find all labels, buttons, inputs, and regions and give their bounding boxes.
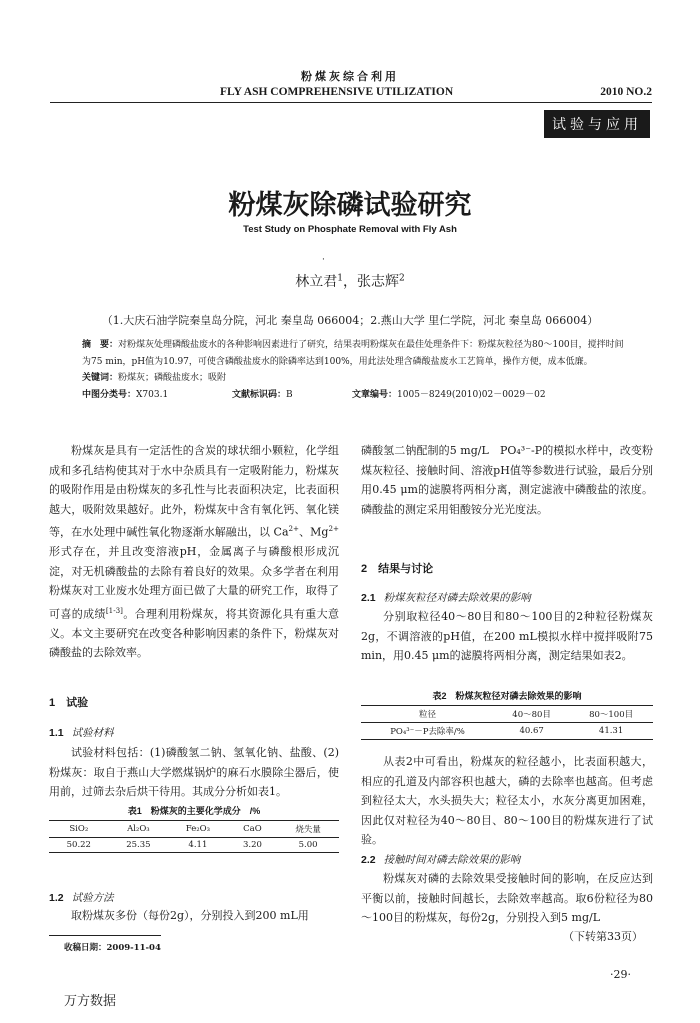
section-2-2-heading	[361, 852, 520, 867]
table-2	[361, 705, 653, 740]
section-2-2-number: 2.2	[361, 854, 376, 866]
table-1-cell: 50.22	[49, 838, 109, 853]
section-2-1-number: 2.1	[361, 592, 376, 604]
table-1-cell: 3.20	[228, 838, 278, 853]
table-1	[49, 820, 339, 853]
section-2-2-paragraph: 粉煤灰对磷的去除效果受接触时间的影响，在反应达到平衡以前，接触时间越长，去除效率越高。取6份粒径为80～100目的粉煤灰，每份2g，分别投入到5 mg/L	[361, 872, 653, 924]
section-2-1-heading	[361, 590, 531, 605]
intro-text-c: 形式存在，并且改变溶液pH，金属离子与磷酸根形成沉淀，对无机磷酸盐的去除有着良好的效果。众多学者在利用粉煤灰对工业废水处理方面已做了大量的研究工作，取得了可喜的成绩	[49, 545, 339, 621]
abstract-label: 摘 要：	[82, 340, 119, 350]
intro-reference: [1-3]	[105, 605, 123, 615]
section-2-1-title: 粉煤灰粒径对磷去除效果的影响	[383, 592, 531, 604]
method-paragraph: 取粉煤灰多份（每份2g），分别投入到200 mL用	[71, 909, 309, 922]
keywords-text: 粉煤灰；磷酸盐废水；吸附	[118, 373, 227, 383]
abstract-text: 对粉煤灰处理磷酸盐废水的各种影响因素进行了研究，结果表明粉煤灰在最佳处理条件下：粉煤灰粒径为80～100目，搅拌时间为75 min，pH值为10.97，可使含磷酸盐废水的除磷率达到100%，用此法处理含磷酸盐废水工艺简单，操作方便，成本低廉。	[82, 340, 624, 367]
table-2-caption: 表2 粉煤灰粒径对磷去除效果的影响	[432, 691, 582, 701]
table-1-header: Al₂O₃	[109, 821, 169, 838]
footnote-rule	[49, 935, 161, 936]
clc-value: X703.1	[136, 389, 169, 400]
header-rule	[50, 102, 652, 103]
article-no-label: 文章编号：	[352, 389, 398, 400]
classification-line	[82, 387, 626, 404]
continued-note: （下转第33页）	[563, 930, 643, 943]
received-date: 收稿日期：2009-11-04	[64, 943, 161, 953]
right-column-top	[361, 441, 653, 519]
table-2-header: 粒径	[361, 706, 494, 723]
intro-paragraph	[49, 441, 339, 663]
journal-title-en: FLY ASH COMPREHENSIVE UTILIZATION	[220, 86, 454, 98]
clc-label: 中图分类号：	[82, 389, 137, 400]
table-2-header: 40～80目	[494, 706, 569, 723]
section-2-1-paragraph: 分别取粒径40～80目和80～100目的2种粒径粉煤灰2g，不调溶液的pH值，在200 mL模拟水样中搅拌吸附75 min，用0.45 μm的滤膜将两相分离，测定结果如表2。	[361, 610, 653, 662]
table-1-caption: 表1 粉煤灰的主要化学成分 /%	[127, 806, 261, 816]
article-title: 粉煤灰除磷试验研究	[228, 190, 472, 221]
table-1-header: SiO₂	[49, 821, 109, 838]
keywords-label: 关键词：	[82, 373, 119, 383]
article-no-value: 1005－8249(2010)02－0029－02	[397, 389, 546, 400]
materials-paragraph-wrap	[49, 743, 339, 802]
section-tag: 试验与应用	[544, 110, 650, 138]
intro-text-d: 。合理利用粉煤灰，将其资源化具有重大意义。本文主要研究在改变各种影响因素的条件下，粉煤灰对磷酸盐的去除效率。	[49, 607, 339, 660]
section-2-2-title: 接触时间对磷去除效果的影响	[383, 854, 521, 866]
journal-title-cn: 粉煤灰综合利用	[301, 70, 399, 83]
doc-code-label: 文献标识码：	[232, 389, 287, 400]
section-2-heading: 2 结果与讨论	[361, 563, 434, 575]
method-paragraph-wrap	[49, 906, 339, 926]
abstract-block	[82, 337, 626, 403]
method-continuation: 磷酸氢二钠配制的5 mg/L PO₄³⁻-P的模拟水样中，改变粉煤灰粒径、接触时间、溶液pH值等参数进行试验，最后分别用0.45 μm的滤膜将两相分离，测定滤液中磷酸盐的浓度。磷酸盐的测定采用钼酸铵分光光度法。	[361, 444, 653, 516]
table-1-header: 烧失量	[277, 821, 339, 838]
intro-text-a: 粉煤灰是具有一定活性的含炭的球状细小颗粒，化学组成和多孔结构使其对于水中杂质具有一定吸附能力，粉煤灰的吸附作用是由粉煤灰的多孔性与比表面积决定，比表面积越大，吸附效果越好。此外，粉煤灰中含有氧化钙、氧化镁等，在水处理中碱性氧化物逐渐水解融出，以 Ca	[49, 444, 339, 539]
author-1: 林立君	[295, 274, 338, 290]
after-table-2-paragraph: 从表2中可看出，粉煤灰的粒径越小，比表面积越大，相应的孔道及内部容积也越大，磷的去除率也越高。但考虑到粒径太大，水头损失大；粒径太小，水灰分离更加困难，因此仅对粒径为40～80目、80～100目的粉煤灰进行了试验。	[361, 755, 653, 846]
doc-code-value: B	[286, 389, 293, 400]
section-1-1-number: 1.1	[49, 727, 64, 739]
table-2-row	[361, 723, 653, 740]
watermark: 万方数据	[64, 993, 117, 1008]
table-1-row	[49, 838, 339, 853]
table-2-cell: 40.67	[494, 723, 569, 740]
section-1-1-title: 试验材料	[71, 727, 114, 739]
section-1-2-number: 1.2	[49, 892, 64, 904]
affiliation: （1.大庆石油学院秦皇岛分院，河北 秦皇岛 066004；2.燕山大学 里仁学院，河北 秦皇岛 066004）	[101, 314, 599, 327]
article-subtitle: Test Study on Phosphate Removal with Fly Ash	[243, 224, 457, 235]
table-2-cell: 41.31	[569, 723, 653, 740]
section-1-2-title: 试验方法	[71, 892, 114, 904]
p22-wrap	[361, 869, 653, 928]
table-1-header-row	[49, 821, 339, 838]
table-1-cell: 5.00	[277, 838, 339, 853]
page-number: ·29·	[610, 968, 631, 981]
author-2: 张志辉	[357, 274, 399, 290]
after-table-2-wrap	[361, 752, 653, 850]
table-2-row-label: PO₄³⁻－P去除率/%	[361, 723, 494, 740]
title-dot: ·	[322, 255, 325, 265]
table-2-header-row	[361, 706, 653, 723]
author-line: 林立君$^1$，张志辉$^2$	[295, 273, 405, 290]
section-1-1-heading	[49, 725, 114, 740]
intro-text-b: 、Mg	[299, 525, 329, 539]
abstract	[82, 337, 626, 370]
section-1-heading: 1 试验	[49, 697, 89, 709]
table-1-header: Fe₂O₃	[168, 821, 227, 838]
table-2-header: 80～100目	[569, 706, 653, 723]
mg-charge: 2+	[328, 524, 339, 533]
table-1-cell: 4.11	[168, 838, 227, 853]
section-1-2-heading	[49, 890, 114, 905]
ca-charge: 2+	[288, 524, 300, 533]
issue-number: 2010 NO.2	[600, 86, 652, 98]
table-1-cell: 25.35	[109, 838, 169, 853]
p21-wrap	[361, 607, 653, 666]
table-1-header: CaO	[228, 821, 278, 838]
left-column	[49, 441, 339, 663]
keywords	[82, 370, 626, 387]
materials-paragraph: 试验材料包括：(1)磷酸氢二钠、氢氧化钠、盐酸、(2)粉煤灰：取自于燕山大学燃煤锅炉的麻石水膜除尘器后，使用前，过筛去杂后烘干待用。其成分分析如表1。	[49, 746, 339, 798]
